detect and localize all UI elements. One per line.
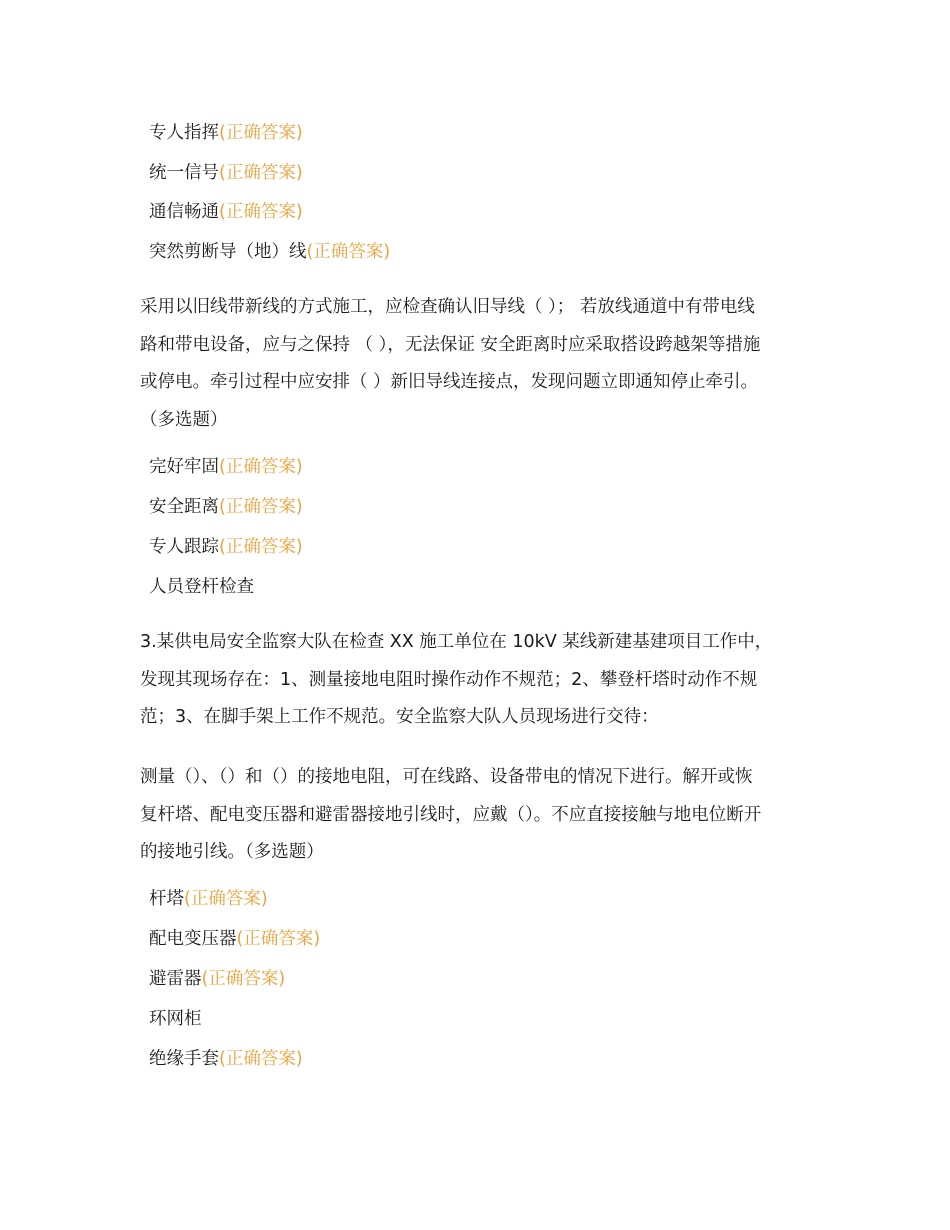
option-item: [149, 927, 320, 951]
option-text: 专人跟踪: [149, 537, 219, 557]
option-item: [149, 495, 303, 519]
question-line: 测量（）、（）和（）的接地电阻，可在线路、设备带电的情况下进行。解开或恢: [140, 767, 753, 787]
case-line: 范；3、在脚手架上工作不规范。安全监察大队人员现场进行交待：: [140, 707, 659, 727]
question-text: [140, 759, 820, 872]
option-text: 专人指挥: [149, 123, 219, 143]
question-line: 复杆塔、配电变压器和避雷器接地引线时，应戴（）。不应直接接触与地电位断开: [140, 804, 762, 825]
option-text: 人员登杆检查: [149, 577, 254, 597]
correct-answer-tag: (正确答案): [219, 202, 303, 222]
option-text: 环网柜: [149, 1009, 202, 1029]
correct-answer-tag: (正确答案): [219, 123, 303, 143]
option-item: [149, 200, 303, 224]
option-text: 统一信号: [149, 163, 219, 183]
case-line: 发现其现场存在：1、测量接地电阻时操作动作不规范；2、攀登杆塔时动作不规: [140, 669, 758, 690]
option-text: 避雷器: [149, 969, 202, 989]
option-item: [149, 161, 303, 185]
correct-answer-tag: (正确答案): [219, 537, 303, 557]
option-item: [149, 455, 303, 479]
question-line: 采用以旧线带新线的方式施工，应检查确认旧导线（ ）； 若放线通道中有带电线: [140, 297, 755, 317]
option-item: [149, 575, 254, 599]
option-text: 安全距离: [149, 497, 219, 517]
question-text: [140, 289, 820, 439]
option-item: [149, 1007, 202, 1031]
question-type-label: （多选题）: [140, 409, 228, 430]
question-line: 路和带电设备，应与之保持 （ ），无法保证 安全距离时应采取搭设跨越架等措施: [140, 334, 761, 355]
option-text: 通信畅通: [149, 202, 219, 222]
correct-answer-tag: (正确答案): [219, 457, 303, 477]
correct-answer-tag: (正确答案): [184, 889, 268, 909]
correct-answer-tag: (正确答案): [236, 929, 321, 949]
option-item: [149, 535, 303, 559]
correct-answer-tag: (正确答案): [201, 969, 286, 989]
correct-answer-tag: (正确答案): [219, 163, 303, 183]
option-text: 突然剪断导（地）线: [149, 242, 307, 262]
correct-answer-tag: (正确答案): [219, 1049, 303, 1069]
option-text: 绝缘手套: [149, 1049, 219, 1069]
correct-answer-tag: (正确答案): [219, 497, 303, 517]
correct-answer-tag: (正确答案): [306, 242, 391, 262]
option-item: [149, 240, 390, 264]
option-item: [149, 1047, 303, 1071]
option-item: [149, 121, 303, 145]
option-text: 配电变压器: [149, 929, 237, 949]
case-line: 3.某供电局安全监察大队在检查 XX 施工单位在 10kV 某线新建基建项目工作中，: [140, 632, 773, 652]
case-description: [140, 624, 820, 737]
option-text: 杆塔: [149, 889, 184, 909]
option-text: 完好牢固: [149, 457, 219, 477]
option-item: [149, 967, 285, 991]
option-item: [149, 887, 268, 911]
question-line: 或停电。牵引过程中应安排（ ）新旧导线连接点，发现问题立即通知停止牵引。: [140, 372, 759, 392]
question-line: 的接地引线。（多选题）: [140, 842, 324, 862]
